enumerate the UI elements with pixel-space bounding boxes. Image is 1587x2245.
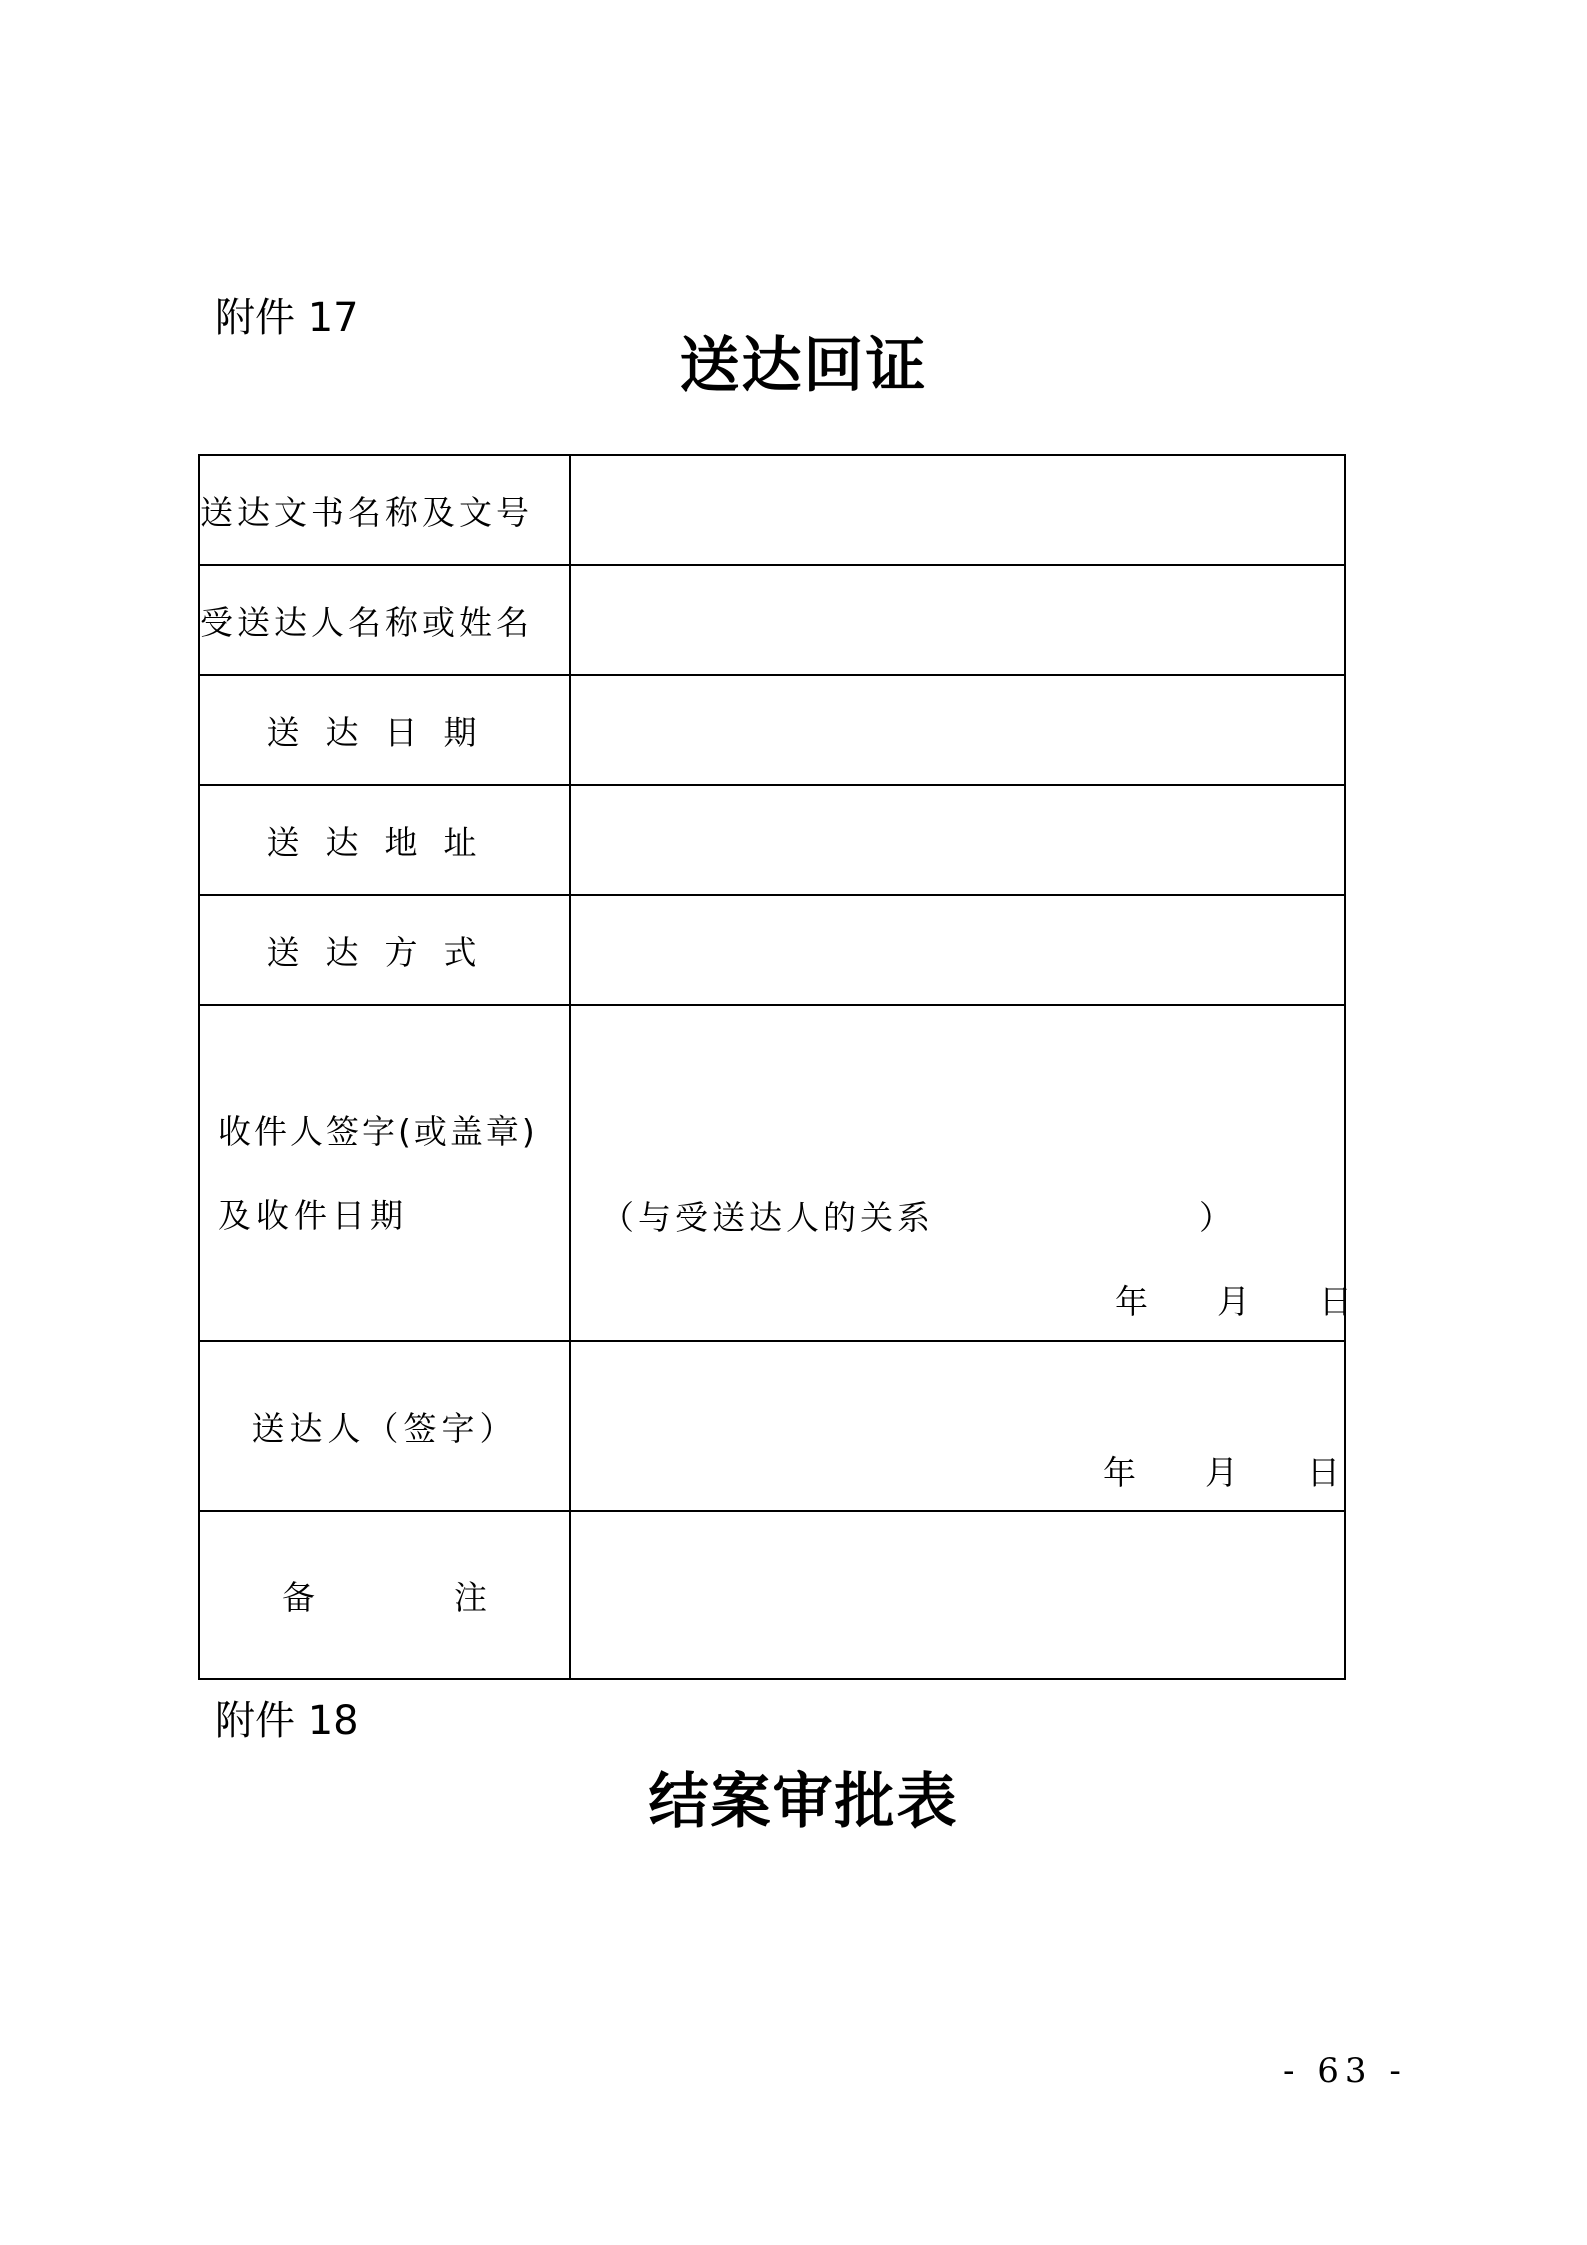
form-row-sender-signature bbox=[199, 1341, 1345, 1511]
receiver-date-year: 年 bbox=[1115, 1282, 1148, 1321]
recipient-name-label: 受送达人名称或姓名 bbox=[199, 565, 570, 675]
sender-date bbox=[1103, 1447, 1340, 1494]
case-closing-approval-title: 结案审批表 bbox=[648, 1767, 959, 1837]
form-row-document-name bbox=[199, 455, 1345, 565]
sender-signature-field[interactable] bbox=[570, 1341, 1345, 1511]
recipient-name-field[interactable] bbox=[570, 565, 1345, 675]
attachment-17-label: 附件 17 bbox=[215, 295, 359, 341]
sender-date-day: 日 bbox=[1307, 1453, 1340, 1492]
delivery-receipt-form bbox=[198, 454, 1352, 1680]
delivery-method-field[interactable] bbox=[570, 895, 1345, 1005]
delivery-method-label: 送达方式 bbox=[199, 895, 570, 1005]
remarks-label-part1: 备 bbox=[282, 1577, 315, 1617]
receiver-signature-label-cell bbox=[199, 1005, 570, 1341]
remarks-label-part2: 注 bbox=[454, 1577, 487, 1617]
relation-suffix: ） bbox=[1199, 1198, 1232, 1237]
delivery-date-label: 送达日期 bbox=[199, 675, 570, 785]
form-row-receiver-signature bbox=[199, 1005, 1345, 1341]
remarks-field[interactable] bbox=[570, 1511, 1345, 1679]
sender-date-year: 年 bbox=[1103, 1453, 1136, 1492]
sender-date-month: 月 bbox=[1205, 1453, 1238, 1492]
form-row-recipient-name bbox=[199, 565, 1345, 675]
receiver-date bbox=[1115, 1276, 1352, 1323]
receiver-signature-field[interactable] bbox=[570, 1005, 1352, 1341]
receiver-date-month: 月 bbox=[1217, 1282, 1250, 1321]
receiver-signature-label: 收件人签字(或盖章) bbox=[218, 1112, 538, 1151]
receiver-date-day: 日 bbox=[1319, 1282, 1352, 1321]
document-name-label: 送达文书名称及文号 bbox=[199, 455, 570, 565]
delivery-address-label: 送达地址 bbox=[199, 785, 570, 895]
delivery-date-field[interactable] bbox=[570, 675, 1345, 785]
page-number: - 63 - bbox=[1283, 2051, 1407, 2091]
delivery-receipt-title: 送达回证 bbox=[679, 331, 928, 401]
relation-prefix: （与受送达人的关系 bbox=[601, 1198, 934, 1237]
form-row-delivery-address bbox=[199, 785, 1345, 895]
form-row-delivery-date bbox=[199, 675, 1345, 785]
attachment-18-label: 附件 18 bbox=[215, 1698, 359, 1744]
form-row-delivery-method bbox=[199, 895, 1345, 1005]
delivery-address-field[interactable] bbox=[570, 785, 1345, 895]
remarks-label bbox=[199, 1511, 570, 1679]
receipt-date-label: 及收件日期 bbox=[218, 1196, 408, 1235]
sender-signature-label: 送达人（签字） bbox=[199, 1341, 570, 1511]
document-name-field[interactable] bbox=[570, 455, 1345, 565]
form-row-remarks bbox=[199, 1511, 1345, 1679]
